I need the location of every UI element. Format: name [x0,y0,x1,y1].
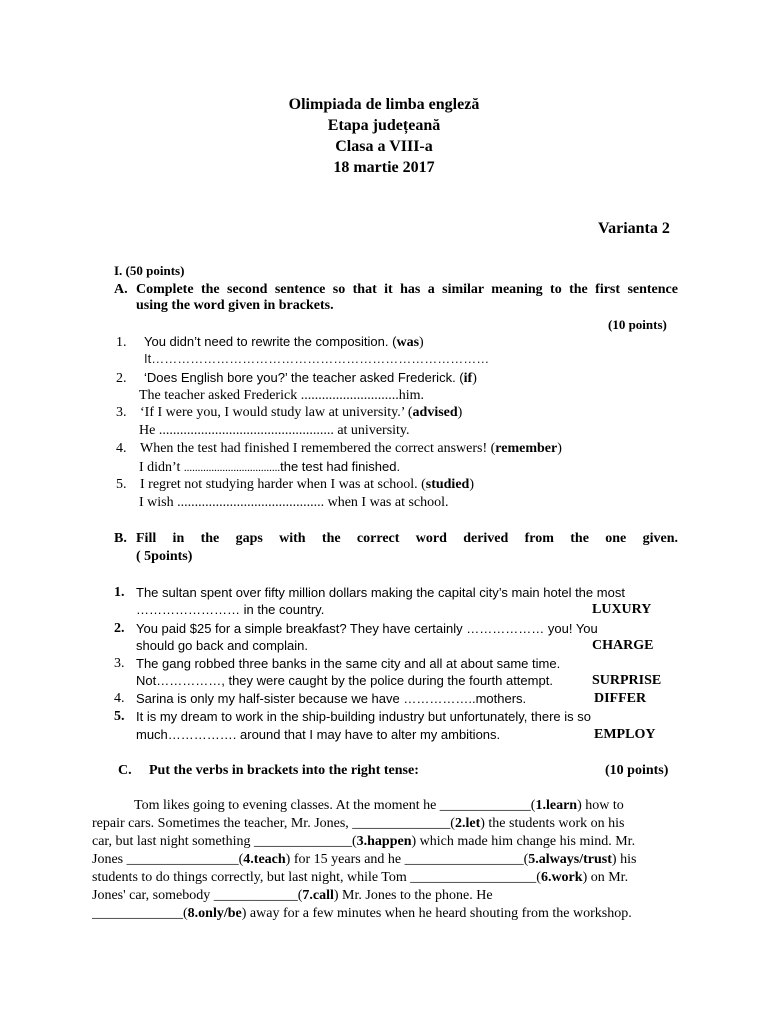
b-item-4-number: 4. [114,691,125,706]
item-text-end: ) [557,441,562,456]
part-a-points: (10 points) [608,317,667,332]
verb-cue: 7.call [302,888,334,903]
part-c-points: (10 points) [605,763,669,778]
text: students to do things correctly, but last night, while Tom __________________( [92,870,541,885]
b-item-3-keyword: SURPRISE [592,673,662,688]
keyword: was [396,335,420,350]
keyword: remember [495,441,558,456]
b-item-1-line-2: …………………… in the country. [136,602,325,617]
item-text-end: ) [419,335,424,350]
keyword: if [463,371,473,386]
header-date: 18 martie 2017 [333,159,435,176]
verb-cue: 4.teach [243,852,286,867]
a-item-1-answer-line: It…………………………………………………………………… [144,351,490,366]
a-item-1 [116,333,424,351]
item-text: ‘Does English bore you?’ the teacher asked Frederick. ( [144,370,464,385]
text: Jones ________________( [92,852,244,867]
b-item-3-line-2: Not……………, they were caught by the police during the fourth attempt. [136,673,553,688]
text: ) how to [577,798,624,813]
a-item-5 [116,476,474,493]
verb-cue: 8.only/be [187,906,242,921]
verb-cue: 6.work [540,870,583,885]
part-b-instruction: Fill in the gaps with the correct word derived from the one given. [136,531,678,546]
a-item-4 [116,440,562,457]
text: repair cars. Sometimes the teacher, Mr. Jones, ______________( [92,816,455,831]
item-number: 5. [116,477,127,492]
part-c-instruction: Put the verbs in brackets into the right tense: [149,763,419,778]
b-item-5-keyword: EMPLOY [594,727,656,742]
header-stage: Etapa județeană [327,117,441,134]
part-a-instruction-2: using the word given in brackets. [136,298,334,313]
text: _____________( [92,906,188,921]
keyword: advised [412,405,458,420]
text: ) for 15 years and he _________________( [285,852,529,867]
text: ) on Mr. [582,870,629,885]
header-grade: Clasa a VIII-a [335,138,433,155]
text: Jones' car, somebody ____________( [92,888,303,903]
c-line-1 [134,797,624,814]
a-item-3 [116,404,462,421]
item-text: When the test had finished I remembered the correct answers! ( [140,441,496,456]
c-line-3 [92,833,635,850]
b-item-3-number: 3. [114,656,125,671]
c-line-6 [92,887,493,904]
answer-gap: ................................... [183,462,281,474]
answer-suffix: the test had finished. [280,459,401,474]
part-a-label: A. [114,282,128,297]
header-title: Olimpiada de limba engleză [288,96,480,113]
verb-cue: 1.learn [535,798,578,813]
item-number: 3. [116,405,127,420]
item-text: ‘If I were you, I would study law at university.’ ( [140,405,413,420]
item-number: 4. [116,441,127,456]
a-item-3-answer-line: He .................................................. at university. [139,423,410,438]
b-item-2-number: 2. [114,621,125,636]
part-a-instruction: Complete the second sentence so that it has a similar meaning to the first sentence [136,282,678,297]
section-title: I. (50 points) [114,263,185,278]
text: ) his [611,852,637,867]
a-item-5-answer-line: I wish .......................................... when I was at school. [139,495,449,510]
verb-cue: 2.let [454,816,481,831]
b-item-5-number: 5. [114,709,125,724]
item-text-end: ) [469,477,474,492]
c-line-2 [92,815,625,832]
text: ) away for a few minutes when he heard shouting from the workshop. [241,906,632,921]
verb-cue: 5.always/trust [528,852,612,867]
b-item-3-line-1: The gang robbed three banks in the same city and all at about same time. [136,656,561,671]
keyword: studied [425,477,470,492]
b-item-2-keyword: CHARGE [592,638,654,653]
item-number: 2. [116,371,127,386]
text: ) the students work on his [480,816,625,831]
b-item-1-keyword: LUXURY [592,602,652,617]
item-text-end: ) [457,405,463,420]
a-item-4-answer-line [139,458,400,477]
text: ) Mr. Jones to the phone. He [333,888,493,903]
text: ) which made him change his mind. Mr. [411,834,636,849]
verb-cue: 3.happen [356,834,412,849]
b-item-1-number: 1. [114,585,125,600]
text: car, but last night something ______________( [92,834,357,849]
part-b-points: ( 5points) [136,549,193,564]
item-text: You didn’t need to rewrite the composition. ( [144,334,397,349]
item-text-end: ) [472,371,477,386]
b-item-2-line-2: should go back and complain. [136,638,309,653]
item-number: 1. [116,335,127,350]
part-c-label: C. [118,763,132,778]
c-line-4 [92,851,636,868]
a-item-2 [116,369,477,387]
b-item-5-line-2: much……………. around that I may have to alter my ambitions. [136,727,501,742]
c-line-5 [92,869,628,886]
b-item-2-line-1: You paid $25 for a simple breakfast? They have certainly ……………… you! You [136,621,598,636]
item-text: I regret not studying harder when I was at school. ( [140,477,426,492]
b-item-4-keyword: DIFFER [594,691,647,706]
part-b-label: B. [114,531,127,546]
text: Tom likes going to evening classes. At the moment he _____________( [134,798,536,813]
b-item-5-line-1: It is my dream to work in the ship-building industry but unfortunately, there is so [136,709,591,724]
a-item-2-answer-line: The teacher asked Frederick ............................him. [139,388,424,403]
b-item-1-line-1: The sultan spent over fifty million dollars making the capital city’s main hotel the most [136,585,625,600]
c-line-7 [92,905,632,922]
variant-label: Varianta 2 [598,220,670,237]
b-item-4-line-1: Sarina is only my half-sister because we have ……………..mothers. [136,691,527,706]
answer-prefix: I didn’t [139,460,184,475]
